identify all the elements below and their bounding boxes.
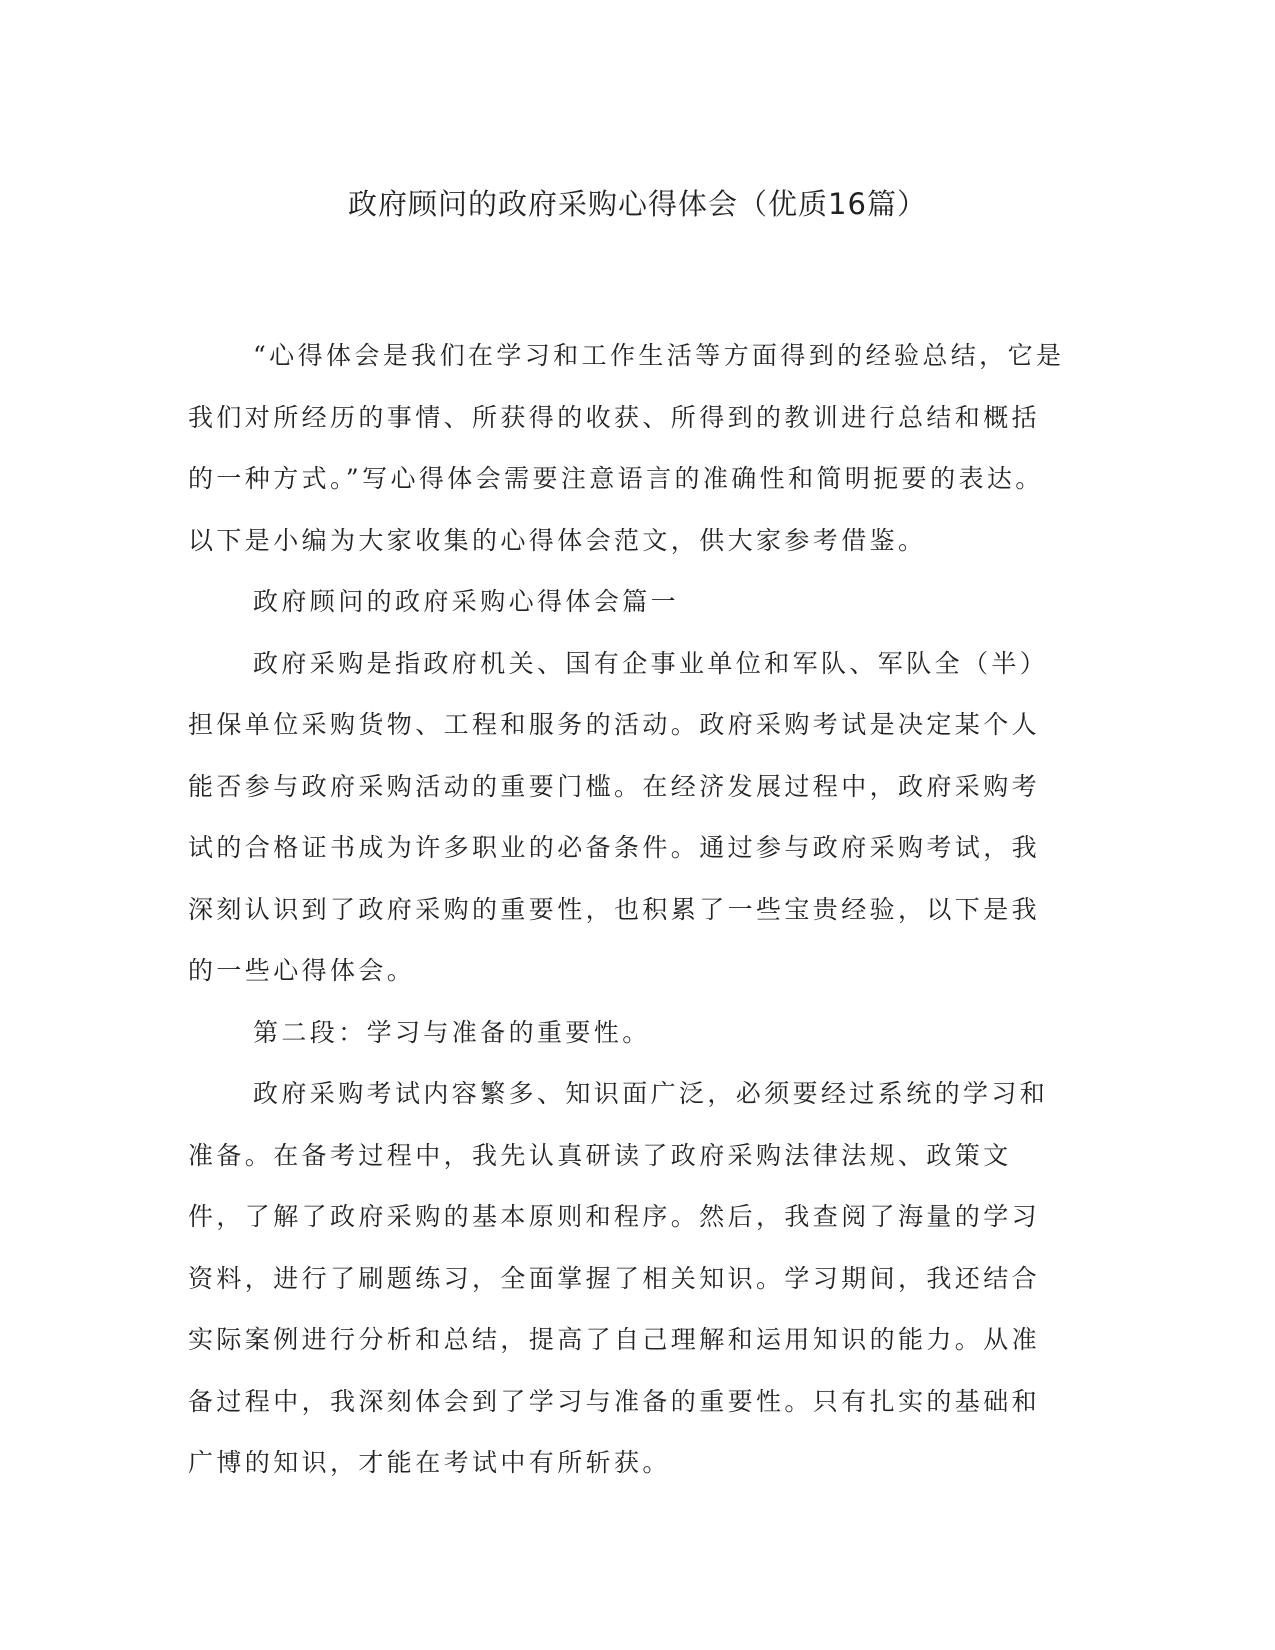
section-heading: 政府顾问的政府采购心得体会篇一 xyxy=(253,587,680,616)
document-title: 政府顾问的政府采购心得体会（优质16篇） xyxy=(348,187,927,221)
document-body xyxy=(188,325,1068,1494)
body-paragraph: 政府采购是指政府机关、国有企事业单位和军队、军队全（半）担保单位采购货物、工程和服务的活动。政府采购考试是决定某个人能否参与政府采购活动的重要门槛。在经济发展过程中，政府采购考试的合格证书成为许多职业的必备条件。通过参与政府采购考试，我深刻认识到了政府采购的重要性，也积累了一些宝贵经验，以下是我的一些心得体会。 xyxy=(188,648,1049,985)
body-paragraph: 政府采购考试内容繁多、知识面广泛，必须要经过系统的学习和准备。在备考过程中，我先认真研读了政府采购法律法规、政策文件，了解了政府采购的基本原则和程序。然后，我查阅了海量的学习资料，进行了刷题练习，全面掌握了相关知识。学习期间，我还结合实际案例进行分析和总结，提高了自己理解和运用知识的能力。从准备过程中，我深刻体会到了学习与准备的重要性。只有扎实的基础和广博的知识，才能在考试中有所斩获。 xyxy=(188,1079,1049,1477)
intro-paragraph: “心得体会是我们在学习和工作生活等方面得到的经验总结，它是我们对所经历的事情、所获得的收获、所得到的教训进行总结和概括的一种方式。”写心得体会需要注意语言的准确性和简明扼要的表达。以下是小编为大家收集的心得体会范文，供大家参考借鉴。 xyxy=(188,341,1065,555)
subsection-heading: 第二段：学习与准备的重要性。 xyxy=(253,1017,651,1047)
